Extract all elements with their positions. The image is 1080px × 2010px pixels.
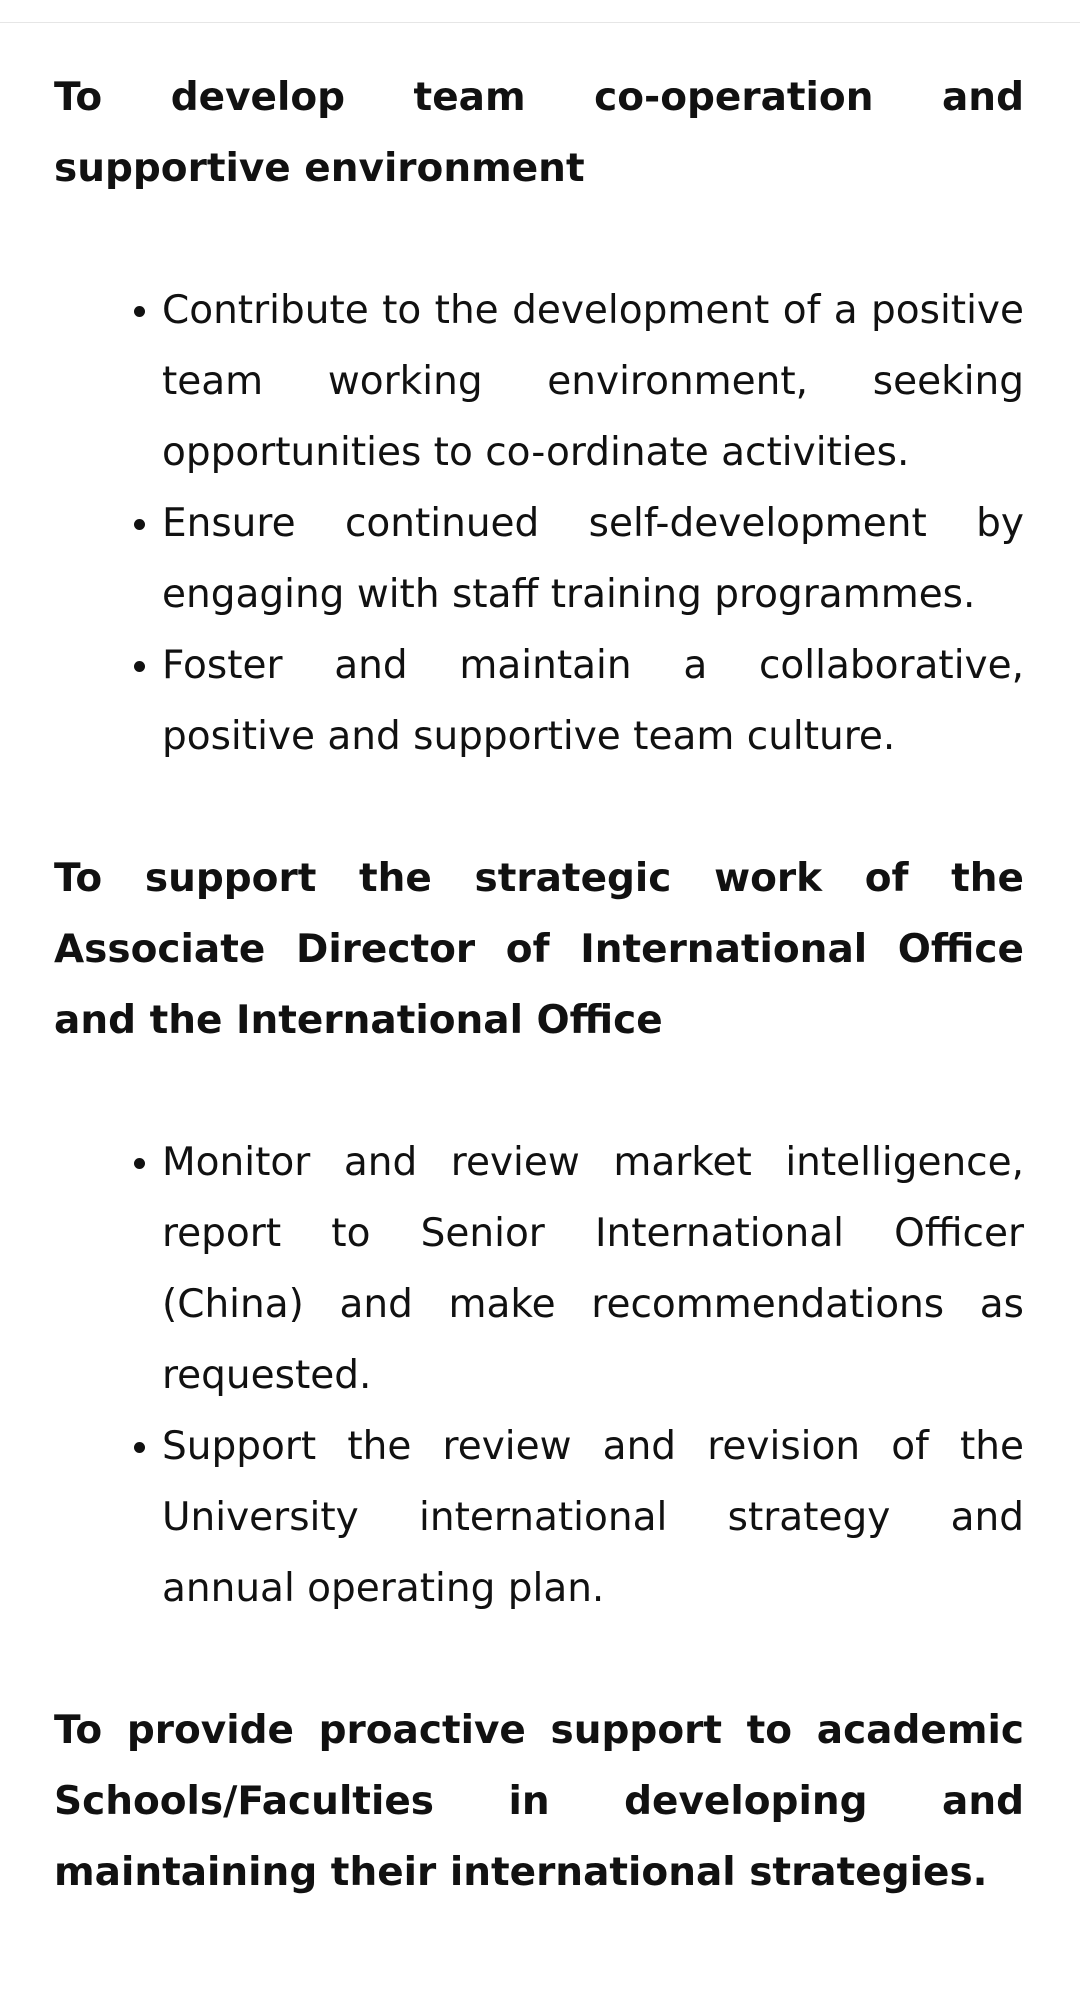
list-item: [162, 630, 1024, 772]
section-heading: To develop team co-operation and supportive environment: [54, 75, 1024, 191]
list-item-text: Monitor and review market intelligence, report to Senior International Officer (China) and make recommendations as requested.: [162, 1140, 1024, 1398]
list-item: [162, 488, 1024, 630]
list-item-text: Foster and maintain a collaborative, positive and supportive team culture.: [162, 643, 1024, 759]
section-strategic-work: [54, 843, 1024, 1695]
section-academic-support: [54, 1695, 1024, 1908]
list-item: [162, 275, 1024, 488]
list-item-text: Contribute to the development of a positive team working environment, seeking opportunities to co-ordinate activities.: [162, 288, 1024, 475]
document-body: [54, 62, 1024, 1908]
spacer: [54, 772, 1024, 843]
list-item-text: Support the review and revision of the University international strategy and annual operating plan.: [162, 1424, 1024, 1611]
spacer: [54, 204, 1024, 275]
bullet-icon: [134, 519, 145, 530]
list-item: [162, 1127, 1024, 1411]
spacer: [54, 1624, 1024, 1695]
bullet-icon: [134, 661, 145, 672]
list-item-text: Ensure continued self-development by engaging with staff training programmes.: [162, 501, 1024, 617]
list-item: [162, 1411, 1024, 1624]
spacer: [54, 1056, 1024, 1127]
section-team-cooperation: [54, 62, 1024, 843]
section-heading: To provide proactive support to academic Schools/Faculties in developing and maintaining their international strategies.: [54, 1708, 1024, 1895]
bullet-icon: [134, 306, 145, 317]
bullet-list: [54, 275, 1024, 772]
bullet-icon: [134, 1158, 145, 1169]
bullet-icon: [134, 1442, 145, 1453]
section-heading: To support the strategic work of the Associate Director of International Office and the International Office: [54, 856, 1024, 1043]
top-divider: [0, 22, 1080, 23]
bullet-list: [54, 1127, 1024, 1624]
